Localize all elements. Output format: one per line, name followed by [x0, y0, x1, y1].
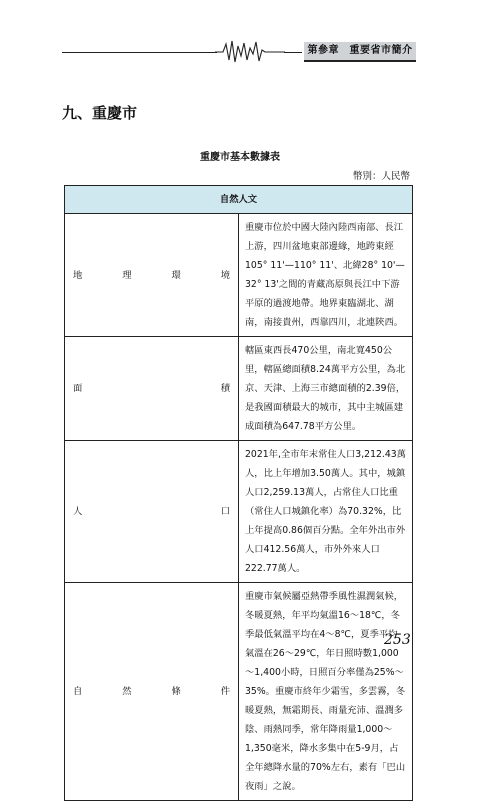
table-row [65, 583, 413, 801]
section-title: 九、重慶市 [62, 104, 138, 122]
chapter-header: 第參章 重要省市簡介 [304, 42, 416, 62]
table-row [65, 337, 413, 441]
header-rule-right [284, 52, 302, 53]
category-header: 自然人文 [65, 186, 413, 214]
table-row [65, 214, 413, 337]
row-content-area: 轄區東西長470公里，南北寬450公里，轄區總面積8.24萬平方公里，為北京、天津、上海三市總面積的2.39倍，是我國面積最大的城市，其中主城區建成面積為647.78平方公里。 [239, 337, 413, 441]
row-content-population: 2021年,全市年末常住人口3,212.43萬人，比上年增加3.50萬人。其中，城鎮人口2,259.13萬人，占常住人口比重（常住人口城鎮化率）為70.32%，比上年提高0.86個百分點。全年外出市外人口412.56萬人，市外外來人口222.77萬人。 [239, 441, 413, 583]
basic-data-table [64, 185, 413, 801]
table-title: 重慶市基本數據表 [200, 152, 280, 163]
table-row [65, 441, 413, 583]
row-content-geography: 重慶市位於中國大陸內陸西南部、長江上游，四川盆地東部邊緣，地跨東經105° 11'—110° 11'、北緯28° 10'—32° 13'之間的青藏高原與長江中下游平原的過渡地帶。地界東臨湖北、湖南，南接貴州，西靠四川，北連陝西。 [239, 214, 413, 337]
row-label-population: 人口 [65, 441, 239, 583]
row-label-area: 面積 [65, 337, 239, 441]
row-content-natural-conditions: 重慶市氣候屬亞熱帶季風性濕潤氣候，冬暖夏熱，年平均氣溫16～18℃，冬季最低氣溫平均在4～8℃，夏季平均氣溫在26～29℃，年日照時數1,000～1,400小時，日照百分率僅為25%～35%。重慶市終年少霜雪，多雲霧，冬暖夏熱，無霜期長、雨量充沛、溫潤多陰、雨熱同季，常年降雨量1,000～1,350毫米，降水多集中在5-9月，占全年總降水量的70%左右，素有「巴山夜雨」之說。 [239, 583, 413, 801]
page-number: 253 [384, 632, 411, 648]
header-rule-left [62, 52, 217, 53]
currency-note: 幣別：人民幣 [352, 171, 410, 182]
table-category-row [65, 186, 413, 214]
heartbeat-wave-icon [215, 38, 285, 64]
row-label-natural-conditions: 自然條件 [65, 583, 239, 801]
row-label-geography: 地理環境 [65, 214, 239, 337]
